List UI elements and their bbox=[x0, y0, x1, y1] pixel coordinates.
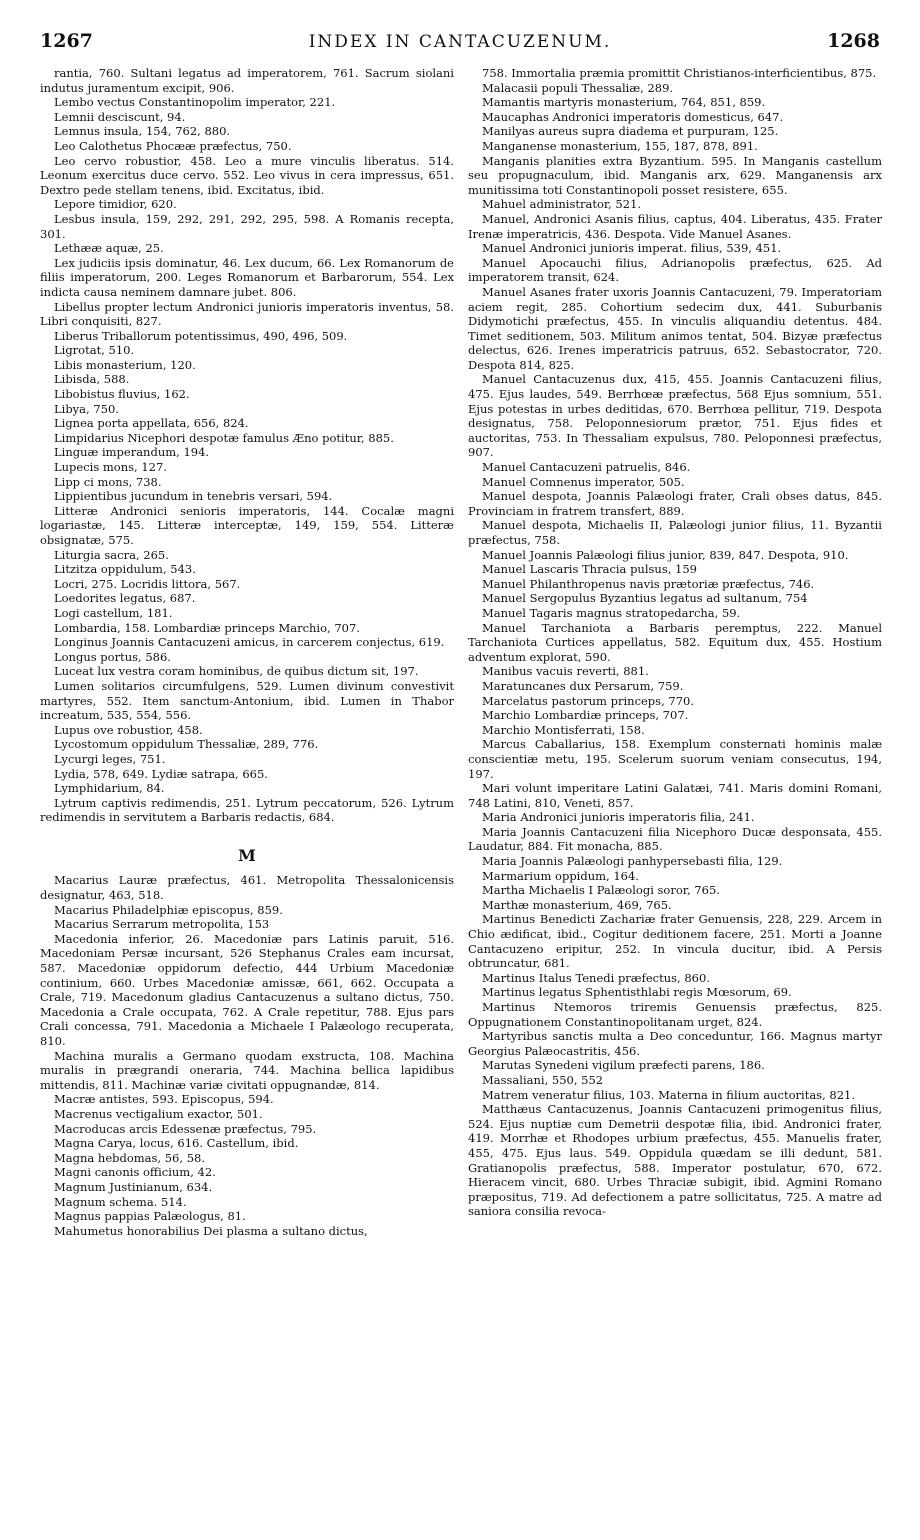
index-entry: Martinus legatus Sphentisthlabi regis Mœsorum, 69. bbox=[482, 985, 792, 1000]
index-entry: Macroducas arcis Edessenæ præfectus, 795. bbox=[54, 1121, 317, 1136]
index-entry: Manuel Andronici junioris imperat. filius, 539, 451. bbox=[482, 241, 782, 256]
index-entry: Maucaphas Andronici imperatoris domesticus, 647. bbox=[482, 109, 784, 124]
right-column bbox=[468, 66, 882, 1528]
index-entry: Libellus propter lectum Andronici junioris imperatoris inventus, 58. Libri conquisiti, 827. bbox=[40, 299, 454, 329]
index-entry: Libis monasterium, 120. bbox=[54, 357, 196, 372]
index-entry: Lex judiciis ipsis dominatur, 46. Lex ducum, 66. Lex Romanorum de filiis imperatorum, 200. Leges Romanorum et Barbarorum, 554. Lex indicta causa neminem damnare jubet. 806. bbox=[40, 255, 454, 299]
index-entry: Logi castellum, 181. bbox=[54, 605, 173, 620]
index-entry: Manuel, Andronici Asanis filius, captus, 404. Liberatus, 435. Frater Irenæ imperatricis, 436. Despota. Vide Manuel Asanes. bbox=[468, 211, 882, 241]
index-entry: Lesbus insula, 159, 292, 291, 292, 295, 598. A Romanis recepta, 301. bbox=[40, 211, 454, 241]
index-entry: Leo Calothetus Phocææ præfectus, 750. bbox=[54, 138, 292, 153]
index-entry: Manuel despota, Joannis Palæologi frater, Crali obses datus, 845. Provinciam in fratrem transfert, 889. bbox=[468, 489, 882, 518]
index-entry: Magna hebdomas, 56, 58. bbox=[54, 1150, 205, 1165]
index-entry: rantia, 760. Sultani legatus ad imperatorem, 761. Sacrum siolani indutus juramentum excipit, 906. bbox=[40, 66, 454, 95]
index-entry: Macarius Lauræ præfectus, 461. Metropolita Thessalonicensis designatur, 463, 518. bbox=[40, 873, 454, 903]
index-entry: Macrenus vectigalium exactor, 501. bbox=[54, 1106, 263, 1121]
index-entry: Linguæ imperandum, 194. bbox=[54, 445, 210, 460]
index-entry: Magnum Justinianum, 634. bbox=[54, 1179, 213, 1194]
index-entry: Magni canonis officium, 42. bbox=[54, 1165, 216, 1180]
index-entry: Maria Joannis Palæologi panhypersebasti filia, 129. bbox=[482, 854, 783, 869]
index-entry: Marchio Lombardiæ princeps, 707. bbox=[482, 708, 689, 723]
index-entry: Longus portus, 586. bbox=[54, 649, 171, 664]
index-entry: Ligrotat, 510. bbox=[54, 343, 135, 358]
index-entry: Matthæus Cantacuzenus, Joannis Cantacuzeni primogenitus filius, 524. Ejus nuptiæ cum Demetrii despotæ filia, ibid. Andronici frater, 419. Morrhæ et Rhodopes urbium præfectus, 455. Manuelis frater, 455, 475. Ejus laus. 549. Oppidula quædam se illi dedunt, 581. Gratianopolis præfectus, 588. Imperator postulatur, 670, 672. Hieracem vincit, 680. Urbes Thraciæ subigit, ibid. Agmini Romano præpositus, 719. Ad defectionem a patre sollicitatus, 725. A matre ad saniora consilia revoca- bbox=[468, 1102, 882, 1219]
index-entry: Marutas Synedeni vigilum præfecti parens, 186. bbox=[482, 1058, 765, 1073]
index-entry: Manuel Tagaris magnus stratopedarcha, 59. bbox=[482, 605, 741, 620]
index-entry: Lemnus insula, 154, 762, 880. bbox=[54, 124, 231, 139]
index-entry: 758. Immortalia præmia promittit Christianos-interficientibus, 875. bbox=[482, 66, 877, 80]
index-entry: Martha Michaelis I Palæologi soror, 765. bbox=[482, 883, 720, 898]
index-entry: Loedorites legatus, 687. bbox=[54, 591, 196, 606]
index-entry: Manuel Lascaris Thracia pulsus, 159 bbox=[482, 562, 697, 577]
index-entry: Lupecis mons, 127. bbox=[54, 460, 167, 475]
index-entry: Marchio Montisferrati, 158. bbox=[482, 722, 645, 737]
index-entry: Lycurgi leges, 751. bbox=[54, 751, 166, 766]
index-entry: Marcelatus pastorum princeps, 770. bbox=[482, 693, 694, 708]
index-entry: Manuel Cantacuzenus dux, 415, 455. Joannis Cantacuzeni filius, 475. Ejus laudes, 549. Berrhœæ præfectus, 568 Ejus somnium, 551. Ejus potestas in urbes deditidas, 670. Berrhœa pellitur, 719. Despota designatus, 758. Peloponnesiorum prætor, 751. Ejus fides et auctoritas, 753. In Thessaliam expulsus, 780. Peloponnesi præfectus, 907. bbox=[468, 372, 882, 460]
index-entry: Lycostomum oppidulum Thessaliæ, 289, 776. bbox=[54, 737, 319, 752]
index-entry: Liturgia sacra, 265. bbox=[54, 547, 169, 562]
index-entry: Manuel Comnenus imperator, 505. bbox=[482, 474, 685, 489]
index-entry: Martyribus sanctis multa a Deo conceduntur, 166. Magnus martyr Georgius Palæocastritis, 456. bbox=[468, 1029, 882, 1058]
index-entry: Martinus Italus Tenedi præfectus, 860. bbox=[482, 970, 710, 985]
index-entry: Litteræ Andronici senioris imperatoris, 144. Cocalæ magni logariastæ, 145. Litteræ interceptæ, 149, 159, 554. Litteræ obsignatæ, 575. bbox=[40, 503, 454, 547]
index-entry: Mamantis martyris monasterium, 764, 851, 859. bbox=[482, 95, 766, 110]
index-entry: Manuel Tarchaniota a Barbaris peremptus, 222. Manuel Tarchaniota Curtices appellatus, 582. Equitum dux, 455. Hostium adventum explorat, 590. bbox=[468, 620, 882, 664]
index-entry: Leo cervo robustior, 458. Leo a mure vinculis liberatus. 514. Leonum exercitus duce cervo. 552. Leo vivus in cera impressus, 651. Dextro pede stellam tenens, ibid. Excitatus, ibid. bbox=[40, 153, 454, 197]
index-entry: Marmarium oppidum, 164. bbox=[482, 868, 639, 883]
index-entry: Mahuel administrator, 521. bbox=[482, 197, 642, 212]
index-entry: Manuel Sergopulus Byzantius legatus ad sultanum, 754 bbox=[482, 591, 808, 606]
page-number-left: 1267 bbox=[40, 30, 93, 52]
index-entry: Maria Joannis Cantacuzeni filia Nicephoro Ducæ desponsata, 455. Laudatur, 884. Fit monacha, 885. bbox=[468, 824, 882, 854]
page-number-right: 1268 bbox=[827, 30, 880, 52]
index-entry: Manuel Asanes frater uxoris Joannis Cantacuzeni, 79. Imperatoriam aciem regit, 285. Cohortium sedecim dux, 441. Suburbanis Didymotichi præfectus, 455. In vinculis aliquandiu detentus. 484. Timet seditionem, 503. Militum animos tentat, 504. Bizyæ præfectus delectus, 626. Irenes imperatricis patruus, 652. Sebastocrator, 720. Despota 814, 825. bbox=[468, 284, 882, 372]
index-entry: Manuel Apocauchi filius, Adrianopolis præfectus, 625. Ad imperatorem transit, 624. bbox=[468, 255, 882, 285]
index-entry: Lepore timidior, 620. bbox=[54, 197, 177, 212]
index-entry: Magnus pappias Palæologus, 81. bbox=[54, 1209, 246, 1224]
index-entry: Martinus Ntemoros triremis Genuensis præfectus, 825. Oppugnationem Constantinopolitanam urget, 824. bbox=[468, 1000, 882, 1029]
index-entry: Magna Carya, locus, 616. Castellum, ibid. bbox=[54, 1136, 299, 1151]
page-header bbox=[40, 30, 880, 60]
index-entry: Lumen solitarios circumfulgens, 529. Lumen divinum convestivit martyres, 552. Item sanctum-Antonium, ibid. Lumen in Thabor increatum, 535, 554, 556. bbox=[40, 678, 454, 723]
index-entry: Manganense monasterium, 155, 187, 878, 891. bbox=[482, 138, 758, 153]
index-entry: Macarius Serrarum metropolita, 153 bbox=[54, 917, 270, 932]
index-entry: Lytrum captivis redimendis, 251. Lytrum peccatorum, 526. Lytrum redimendis in servitutem a Barbaris redactis, 684. bbox=[40, 795, 454, 825]
index-entry: Macræ antistes, 593. Episcopus, 594. bbox=[54, 1092, 274, 1107]
index-entry: Machina muralis a Germano quodam exstructa, 108. Machina muralis in prægrandi oneraria, 744. Machina bellica lapidibus mittendis, 811. Machinæ variæ civitati oppugnandæ, 814. bbox=[40, 1048, 454, 1092]
index-entry: Maratuncanes dux Persarum, 759. bbox=[482, 678, 684, 693]
index-entry: Maria Andronici junioris imperatoris filia, 241. bbox=[482, 810, 755, 825]
index-entry: Limpidarius Nicephori despotæ famulus Æno potitur, 885. bbox=[54, 430, 394, 445]
index-entry: Macedonia inferior, 26. Macedoniæ pars Latinis paruit, 516. Macedoniam Persæ incursant, 526 Stephanus Crales eam incursat, 587. Macedoniæ oppidorum defectio, 444 Urbium Macedoniæ continium, 660. Urbes Macedoniæ amissæ, 661, 662. Occupata a Crale, 719. Macedonum gladius Cantacuzenus a sultano dictus, 750. Macedonia a Crale occupata, 762. A Crale repetitur, 788. Ejus pars Crali concessa, 791. Macedonia a Michaele I Palæologo recuperata, 810. bbox=[40, 931, 454, 1048]
index-entry: Macarius Philadelphiæ episcopus, 859. bbox=[54, 902, 283, 917]
index-entry: Manuel Joannis Palæologi filius junior, 839, 847. Despota, 910. bbox=[482, 547, 849, 562]
index-entry: Malacasii populi Thessaliæ, 289. bbox=[482, 80, 674, 95]
index-entry: Locri, 275. Locridis littora, 567. bbox=[54, 576, 241, 591]
index-entry: Mahumetus honorabilius Dei plasma a sultano dictus, bbox=[54, 1223, 368, 1238]
index-entry: Liberus Triballorum potentissimus, 490, 496, 509. bbox=[54, 328, 348, 343]
index-entry: Lymphidarium, 84. bbox=[54, 781, 165, 796]
index-entry: Lipp ci mons, 738. bbox=[54, 474, 162, 489]
index-entry: Magnum schema. 514. bbox=[54, 1194, 187, 1209]
index-entry: Lignea porta appellata, 656, 824. bbox=[54, 416, 249, 431]
section-letter: M bbox=[238, 845, 256, 865]
index-entry: Lombardia, 158. Lombardiæ princeps Marchio, 707. bbox=[54, 620, 360, 635]
index-entry: Manganis planities extra Byzantium. 595. In Manganis castellum seu propugnaculum, ibid. Manganis arx, 629. Manganensis arx munitissima toti Constantinopoli posset resistere, 655. bbox=[468, 153, 882, 197]
index-entry: Manuel despota, Michaelis II, Palæologi junior filius, 11. Byzantii præfectus, 758. bbox=[468, 518, 882, 547]
index-entry: Lippientibus jucundum in tenebris versari, 594. bbox=[54, 489, 333, 504]
index-entry: Libisda, 588. bbox=[54, 372, 130, 387]
index-entry: Mari volunt imperitare Latini Galatæi, 741. Maris domini Romani, 748 Latini, 810, Veneti, 857. bbox=[468, 781, 882, 810]
index-entry: Massaliani, 550, 552 bbox=[482, 1072, 604, 1087]
index-entry: Manilyas aureus supra diadema et purpuram, 125. bbox=[482, 124, 779, 139]
index-entry: Lembo vectus Constantinopolim imperator, 221. bbox=[54, 95, 336, 110]
index-entry: Longinus Joannis Cantacuzeni amicus, in carcerem conjectus, 619. bbox=[54, 635, 445, 650]
running-title: INDEX IN CANTACUZENUM. bbox=[308, 32, 612, 52]
index-entry: Luceat lux vestra coram hominibus, de quibus dictum sit, 197. bbox=[54, 664, 419, 679]
index-entry: Marcus Caballarius, 158. Exemplum consternati hominis malæ conscientiæ metu, 195. Scelerum suorum veniam consecutus, 194, 197. bbox=[468, 737, 882, 781]
left-column bbox=[40, 66, 454, 1528]
index-entry: Libya, 750. bbox=[54, 401, 119, 416]
index-entry: Matrem veneratur filius, 103. Materna in filium auctoritas, 821. bbox=[482, 1087, 855, 1102]
index-entry: Lemnii desciscunt, 94. bbox=[54, 109, 186, 124]
index-entry: Lydia, 578, 649. Lydiæ satrapa, 665. bbox=[54, 766, 268, 781]
index-entry: Martinus Benedicti Zachariæ frater Genuensis, 228, 229. Arcem in Chio ædificat, ibid., Cogitur deditionem facere, 251. Morti a Joanne Cantacuzeno eripitur, 252. In vincula ducitur, ibid. A Persis obtruncatur, 681. bbox=[468, 912, 882, 971]
index-entry: Lupus ove robustior, 458. bbox=[54, 722, 203, 737]
index-entry: Marthæ monasterium, 469, 765. bbox=[482, 897, 672, 912]
index-entry: Manuel Cantacuzeni patruelis, 846. bbox=[482, 460, 691, 475]
index-entry: Manibus vacuis reverti, 881. bbox=[482, 664, 649, 679]
index-entry: Libobistus fluvius, 162. bbox=[54, 387, 190, 402]
index-entry: Litzitza oppidulum, 543. bbox=[54, 562, 196, 577]
index-entry: Lethææ aquæ, 25. bbox=[54, 241, 164, 256]
index-entry: Manuel Philanthropenus navis prætoriæ præfectus, 746. bbox=[482, 576, 815, 591]
